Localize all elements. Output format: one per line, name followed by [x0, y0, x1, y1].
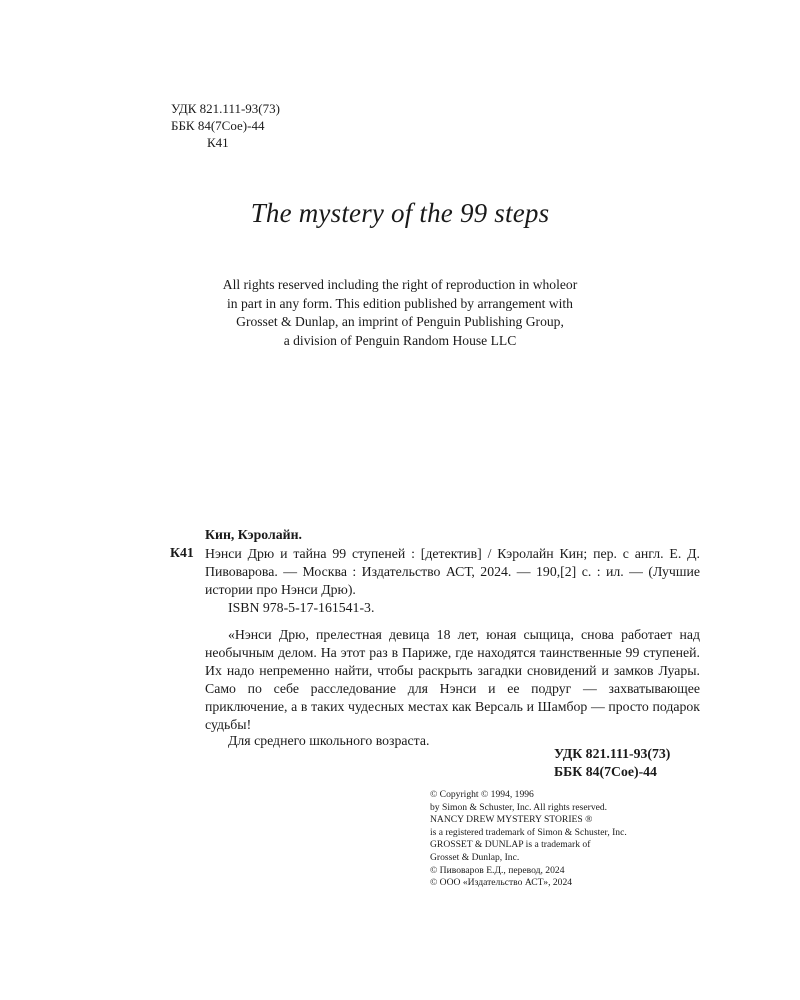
isbn: ISBN 978-5-17-161541-3. [228, 600, 375, 615]
copyright-line: is a registered trademark of Simon & Schuster, Inc. [430, 826, 627, 838]
copyright-line: © ООО «Издательство АСТ», 2024 [430, 877, 573, 889]
rights-line: All rights reserved including the right of reproduction in wholeor [222, 277, 578, 292]
copyright-line: NANCY DREW MYSTERY STORIES ® [430, 814, 593, 826]
copyright-line: Grosset & Dunlap, Inc. [430, 851, 520, 863]
copyright-line: © Пивоваров Е.Д., перевод, 2024 [430, 864, 565, 876]
bbk-code: ББК 84(7Сое)-44 [171, 118, 265, 133]
catalog-bbk: ББК 84(7Сое)-44 [554, 764, 657, 779]
bibliographic-description: Нэнси Дрю и тайна 99 ступеней : [детектив] / Кэролайн Кин; пер. с англ. Е. Д. Пивоварова. — Москва : Издательство АСТ, 2024. — 190,[2] с. : ил. — (Лучшие истории про Нэнси Дрю). [205, 546, 700, 597]
rights-notice [0, 276, 800, 350]
catalog-udk: УДК 821.111-93(73) [554, 746, 671, 761]
rights-line: Grosset & Dunlap, an imprint of Penguin Publishing Group, [236, 314, 564, 329]
catalog-author-mark: К41 [170, 545, 194, 560]
rights-line: in part in any form. This edition published by arrangement with [227, 295, 573, 311]
udk-code: УДК 821.111-93(73) [171, 101, 280, 116]
copyright-block [430, 789, 627, 890]
book-title: The mystery of the 99 steps [250, 198, 550, 228]
author-mark: К41 [207, 135, 229, 150]
classification-codes [171, 100, 280, 151]
catalog-author: Кин, Кэролайн. [205, 527, 302, 542]
copyright-line: by Simon & Schuster, Inc. All rights reserved. [430, 801, 608, 813]
copyright-line: GROSSET & DUNLAP is a trademark of [430, 839, 591, 851]
copyright-line: © Copyright © 1994, 1996 [430, 789, 534, 800]
annotation: «Нэнси Дрю, прелестная девица 18 лет, юная сыщица, снова работает над необычным делом. На этот раз в Париже, где находятся таинственные 99 ступеней. Их надо непременно найти, чтобы раскрыть загадки сновидений и замков Луары. Само по себе расследование для Нэнси и ее подруг — захватывающее приключение, а в таких чудесных местах как Версаль и Шамбор — просто подарок судьбы! [205, 627, 700, 733]
audience-note: Для среднего школьного возраста. [228, 733, 430, 748]
catalog-codes [554, 745, 670, 781]
rights-line: a division of Penguin Random House LLC [283, 332, 517, 348]
